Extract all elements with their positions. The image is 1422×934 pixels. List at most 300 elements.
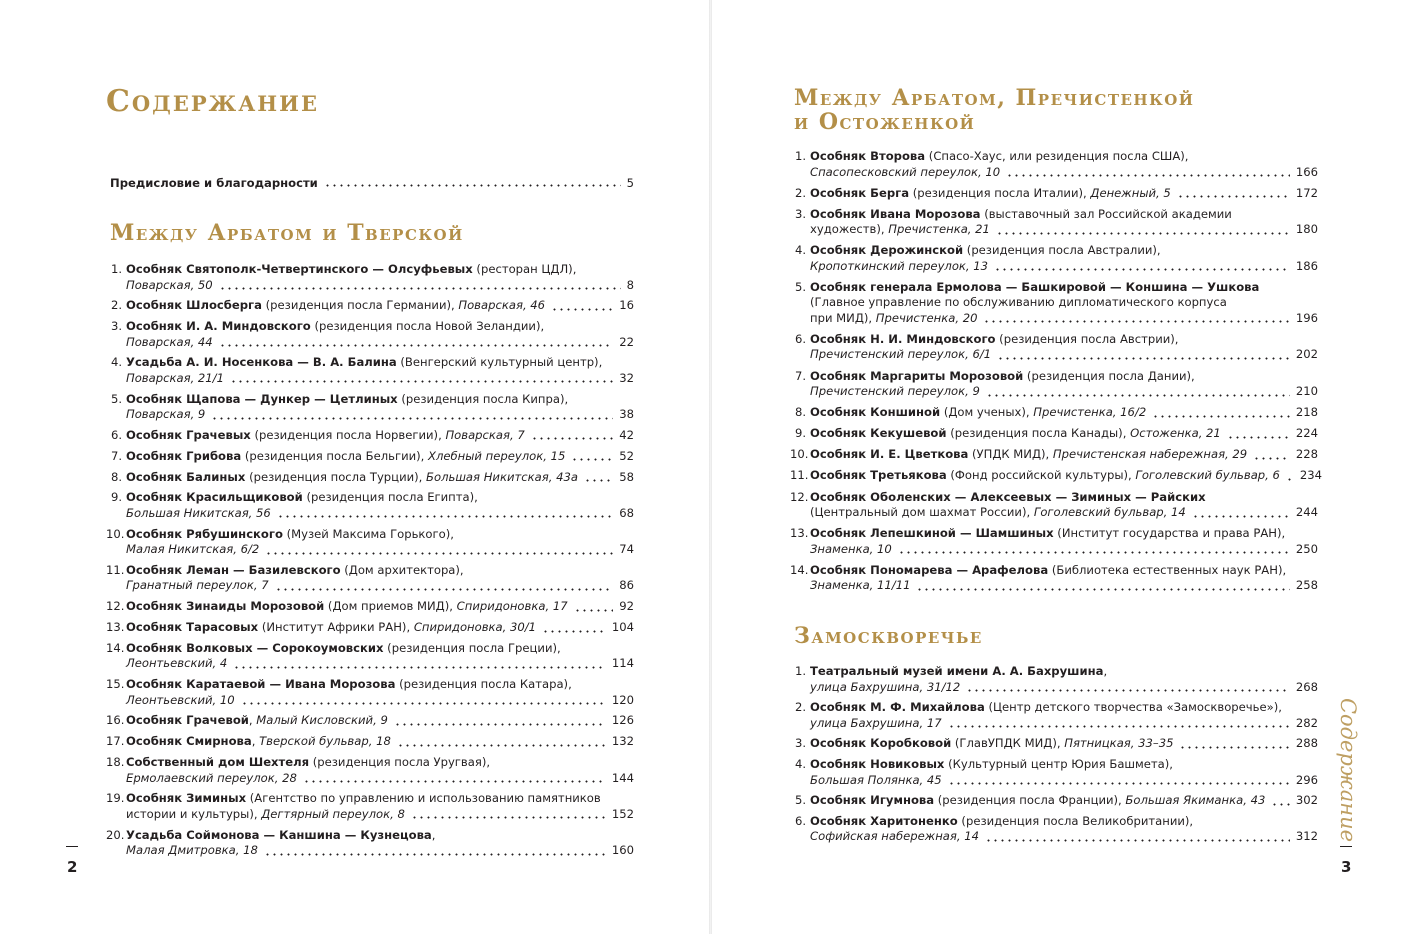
entry-line (810, 563, 1318, 579)
entry-text (810, 311, 977, 327)
entry-text (126, 428, 525, 444)
entry-number: 7. (794, 368, 806, 383)
entry-body (126, 677, 634, 708)
entry-page: 228 (1295, 447, 1318, 462)
entry-name: Особняк Новиковых (810, 757, 945, 772)
toc-entry-preface[interactable] (110, 176, 634, 190)
dot-leader (994, 268, 1290, 271)
toc-entry[interactable] (106, 599, 634, 615)
toc-entry[interactable] (790, 186, 1318, 202)
entry-page: 250 (1295, 541, 1318, 556)
section-heading-line: и Остоженкой (794, 109, 976, 135)
entry-body (810, 149, 1318, 180)
entry-name: Особняк Харитоненко (810, 813, 958, 828)
entry-address: Пречистенка, 16/2 (1033, 405, 1147, 420)
entry-name: Особняк Волковых — Сорокоумовских (126, 640, 384, 655)
toc-entry[interactable] (106, 641, 634, 672)
dot-leader (411, 816, 606, 819)
entry-address: Малая Никитская, 6/2 (126, 542, 260, 557)
entry-description: (Дом ученых), (940, 405, 1034, 420)
entry-text (126, 542, 259, 558)
entry-line (810, 186, 1318, 202)
entry-body (810, 736, 1318, 752)
dot-leader (571, 458, 613, 461)
entry-description: (резиденция посла Египта), (302, 490, 478, 505)
dot-leader (1006, 174, 1290, 177)
entry-name: Особняк Рябушинского (126, 526, 283, 541)
dot-leader (1179, 746, 1289, 749)
toc-entry[interactable] (106, 319, 634, 350)
entry-number: 15. (106, 677, 125, 692)
entry-number: 11. (106, 562, 125, 577)
dot-leader (996, 232, 1290, 235)
entry-address: Ермолаевский переулок, 28 (126, 770, 297, 785)
entry-description: (резиденция посла Италии), (909, 185, 1091, 200)
entry-name: Особняк Берга (810, 185, 910, 200)
entry-text (810, 578, 910, 594)
entry-text (810, 542, 892, 558)
dot-leader (1192, 515, 1290, 518)
page-number: 3 (1341, 858, 1352, 876)
entry-name: Особняк Лепешкиной — Шамшиных (810, 526, 1054, 541)
section-heading: Между Арбатом и Тверской (110, 220, 464, 246)
entry-description: (Венгерский культурный центр), (396, 355, 603, 370)
entry-text (810, 222, 990, 238)
entry-address: Тверской бульвар, 18 (259, 734, 391, 749)
entry-address: Малый Кисловский, 9 (256, 713, 388, 728)
entry-number: 5. (794, 279, 806, 294)
toc-entry[interactable] (790, 149, 1318, 180)
entry-description: (резиденция посла Великобритании), (957, 813, 1194, 828)
entry-number: 13. (790, 526, 809, 541)
entry-text (126, 843, 258, 859)
entry-line (126, 693, 634, 709)
entry-number: 1. (794, 149, 806, 163)
entry-address: Пречистенский переулок, 6/1 (810, 347, 992, 362)
entry-text (810, 426, 1221, 442)
entry-number: 1. (794, 664, 806, 678)
entry-address: Спиридоновка, 30/1 (413, 620, 537, 635)
toc-entry[interactable] (106, 620, 634, 636)
toc-entry[interactable] (790, 332, 1318, 363)
entry-number: 14. (106, 640, 125, 655)
entry-page: 58 (619, 469, 634, 484)
entry-line (126, 298, 634, 314)
dot-leader (966, 689, 1290, 692)
entry-page: 68 (619, 505, 634, 520)
entry-line (126, 449, 634, 465)
entry-number: 11. (790, 468, 809, 483)
entry-address: Большая Якиманка, 43 (1125, 793, 1266, 808)
entry-address: Знаменка, 11/11 (810, 578, 911, 593)
dot-leader (986, 394, 1290, 397)
toc-entry[interactable] (106, 490, 634, 521)
entry-address: Софийская набережная, 14 (810, 829, 979, 844)
entry-address: Гоголевский бульвар, 14 (1033, 505, 1186, 520)
toc-entry[interactable] (790, 757, 1318, 788)
entry-number: 7. (110, 448, 122, 463)
toc-entry[interactable] (106, 791, 634, 822)
entry-description: (Библиотека естественных наук РАН), (1048, 562, 1287, 577)
entry-number: 19. (106, 791, 125, 806)
entry-description: (Культурный центр Юрия Башмета), (944, 757, 1173, 772)
toc-entry[interactable] (790, 468, 1323, 484)
entry-number: 12. (106, 599, 125, 614)
entry-line (810, 829, 1318, 845)
entry-description: , (431, 827, 436, 842)
toc-entry[interactable] (106, 677, 634, 708)
entry-description: (Главное управление по обслуживанию дипломатического корпуса (810, 295, 1227, 310)
entry-address: Малая Дмитровка, 18 (126, 843, 258, 858)
entry-line (126, 371, 634, 387)
entry-text (810, 773, 942, 789)
dot-leader (394, 723, 606, 726)
toc-entry[interactable] (790, 814, 1318, 845)
entry-body (126, 791, 634, 822)
entry-text (810, 505, 1186, 521)
entry-body (126, 490, 634, 521)
toc-entry[interactable] (790, 405, 1318, 421)
entry-description: (ресторан ЦДЛ), (472, 262, 577, 276)
dot-leader (1177, 195, 1290, 198)
entry-body (810, 468, 1323, 484)
dot-leader (211, 417, 613, 420)
entry-description: , (251, 734, 260, 749)
entry-description: (Музей Максима Горького), (282, 526, 454, 541)
dot-leader (303, 780, 606, 783)
toc-entry[interactable] (106, 527, 634, 558)
entry-line (126, 713, 634, 729)
toc-entry[interactable] (106, 262, 634, 293)
toc-entry[interactable] (106, 563, 634, 594)
entry-address: улица Бахрушина, 17 (810, 715, 942, 730)
entry-address: Остоженка, 21 (1130, 426, 1221, 441)
dot-leader (277, 515, 613, 518)
toc-entry[interactable] (106, 298, 634, 314)
entry-line (126, 527, 634, 543)
entry-address: Гранатный переулок, 7 (126, 578, 269, 593)
entry-name: Особняк Святополк-Четвертинского — Олсуфьевых (126, 262, 473, 276)
entry-number: 9. (110, 490, 122, 505)
toc-entry[interactable] (790, 736, 1318, 752)
entry-page: 244 (1295, 505, 1318, 520)
entry-line (126, 620, 634, 636)
toc-entry[interactable] (790, 243, 1318, 274)
entry-description: (резиденция посла Норвегии), (250, 427, 446, 442)
toc-entry[interactable] (790, 563, 1318, 594)
entry-number: 3. (110, 319, 122, 334)
entry-line (810, 736, 1318, 752)
dot-leader (324, 184, 621, 187)
entry-text (126, 807, 405, 823)
entry-line (810, 773, 1318, 789)
entry-line (126, 807, 634, 823)
entry-line (126, 470, 634, 486)
entry-body (126, 298, 634, 314)
toc-entry[interactable] (790, 793, 1318, 809)
entry-line (810, 578, 1318, 594)
entry-text (810, 736, 1173, 752)
entry-text (810, 716, 942, 732)
entry-name: Особняк Каратаевой — Ивана Морозова (126, 677, 396, 692)
entry-page: 224 (1295, 426, 1318, 441)
section-heading-line: Между Арбатом, Пречистенкой (794, 85, 1195, 111)
entry-number: 10. (790, 447, 809, 462)
entry-text (126, 278, 213, 294)
entry-line (810, 311, 1318, 327)
entry-description: (ГлавУПДК МИД), (951, 736, 1065, 751)
entry-line (126, 599, 634, 615)
entry-text (126, 734, 391, 750)
entry-body (810, 664, 1318, 695)
entry-body (810, 563, 1318, 594)
dot-leader (265, 552, 613, 555)
entry-description: (резиденция посла Катара), (395, 677, 572, 692)
toc-entry[interactable] (790, 490, 1318, 521)
dot-leader (219, 344, 614, 347)
entry-text (126, 298, 545, 314)
entry-description: истории и культуры), (126, 806, 262, 821)
right-page (712, 0, 1422, 934)
entry-name: Особняк Дерожинской (810, 243, 964, 258)
toc-entry[interactable] (106, 755, 634, 786)
toc-entry[interactable] (790, 664, 1318, 695)
entry-line (810, 149, 1318, 165)
entry-line (810, 207, 1318, 223)
entry-text (126, 335, 213, 351)
entry-page: 114 (611, 656, 634, 671)
entry-name: Особняк Балиных (126, 469, 246, 484)
dot-leader (948, 725, 1290, 728)
entry-address: Пречистенка, 20 (875, 310, 978, 325)
entry-body (126, 428, 634, 444)
toc-entry[interactable] (106, 470, 634, 486)
entry-description: при МИД), (810, 310, 876, 325)
entry-text (810, 347, 991, 363)
entry-description: (резиденция посла Греции), (383, 640, 561, 655)
entry-description: (Институт государства и права РАН), (1053, 526, 1286, 541)
entry-number: 2. (794, 700, 806, 715)
toc-entry[interactable] (790, 700, 1318, 731)
entry-name: Особняк Н. И. Миндовского (810, 331, 996, 346)
entry-name: Особняк Маргариты Морозовой (810, 368, 1024, 383)
entry-line (810, 447, 1318, 463)
dot-leader (542, 630, 606, 633)
entry-text (126, 449, 565, 465)
entry-line (126, 506, 634, 522)
section-heading (794, 86, 1194, 134)
entry-body (810, 700, 1318, 731)
entry-name: Особняк Игумнова (810, 793, 935, 808)
entry-page: 38 (619, 407, 634, 422)
entry-description: (резиденция посла Бельгии), (241, 448, 429, 463)
entry-text (810, 793, 1265, 809)
entry-number: 6. (794, 813, 806, 828)
entry-line (810, 716, 1318, 732)
entry-line (810, 332, 1318, 348)
entry-text (810, 165, 1000, 181)
entry-body (810, 793, 1318, 809)
entry-body (126, 828, 634, 859)
entry-page: 268 (1295, 679, 1318, 694)
toc-entry[interactable] (790, 207, 1318, 238)
entry-body (810, 332, 1318, 363)
entry-text (126, 470, 578, 486)
entry-page: 42 (619, 427, 634, 442)
entry-number: 4. (794, 243, 806, 258)
entry-number: 13. (106, 620, 125, 635)
entry-number: 6. (794, 331, 806, 346)
dot-leader (916, 588, 1289, 591)
page-number: 2 (67, 858, 78, 876)
entry-text (126, 693, 235, 709)
entry-line (810, 280, 1318, 296)
entry-line (126, 278, 634, 294)
entry-body (126, 392, 634, 423)
dot-leader (275, 588, 614, 591)
entry-body (126, 620, 634, 636)
entry-description: (резиденция посла Уругвая), (309, 755, 491, 770)
toc-entry[interactable] (790, 280, 1318, 327)
dot-leader (1227, 436, 1290, 439)
entry-text (810, 186, 1171, 202)
entry-line (126, 791, 634, 807)
entry-line (810, 542, 1318, 558)
entry-name: Особняк Коншиной (810, 405, 941, 420)
entry-description: (Центр детского творчества «Замоскворечье»), (984, 700, 1282, 715)
entry-name: Особняк Третьякова (810, 468, 947, 483)
entry-line (810, 347, 1318, 363)
entry-line (126, 563, 634, 579)
entry-address: Спиридоновка, 17 (456, 599, 568, 614)
entry-text (126, 506, 271, 522)
toc-entry[interactable] (790, 526, 1318, 557)
entry-name: Особняк М. Ф. Михайлова (810, 700, 985, 715)
entry-text (810, 405, 1146, 421)
entry-number: 8. (110, 469, 122, 484)
entry-number: 4. (794, 757, 806, 772)
toc-entry[interactable] (106, 428, 634, 444)
entry-line (810, 405, 1318, 421)
entry-page: 5 (626, 176, 634, 190)
entry-description: (резиденция посла Новой Зеландии), (310, 319, 545, 334)
entry-body (126, 713, 634, 729)
entry-text (126, 771, 297, 787)
entry-address: Леонтьевский, 10 (126, 692, 235, 707)
entry-name: Особняк И. А. Миндовского (126, 319, 311, 334)
entry-description: (резиденция посла Австрии), (995, 331, 1179, 346)
entry-description: (резиденция посла Австралии), (963, 243, 1161, 258)
entry-page: 144 (611, 770, 634, 785)
dot-leader (397, 744, 606, 747)
entry-address: Большая Никитская, 43а (426, 469, 578, 484)
entry-body (126, 734, 634, 750)
entry-line (126, 578, 634, 594)
entry-name: Особняк Тарасовых (126, 620, 259, 635)
toc-entry[interactable] (106, 355, 634, 386)
page-title: Содержание (106, 84, 319, 119)
entry-page: 258 (1295, 578, 1318, 593)
entry-line (126, 319, 634, 335)
entry-body (810, 186, 1318, 202)
entry-body (126, 641, 634, 672)
entry-name: Особняк Грачевых (126, 427, 251, 442)
entry-page: 86 (619, 578, 634, 593)
entry-page: 312 (1295, 829, 1318, 844)
entry-name: Особняк Пономарева — Арафелова (810, 562, 1049, 577)
entry-line (810, 700, 1318, 716)
entry-line (126, 656, 634, 672)
entry-line (126, 755, 634, 771)
entry-address: Денежный, 5 (1090, 185, 1171, 200)
toc-entry[interactable] (790, 447, 1318, 463)
entry-name: Особняк генерала Ермолова — Башкировой — Коншина — Ушкова (810, 279, 1260, 294)
entry-body (126, 355, 634, 386)
entry-body (810, 405, 1318, 421)
entry-line (810, 426, 1318, 442)
dot-leader (233, 666, 606, 669)
dot-leader (1271, 803, 1290, 806)
entry-body (810, 243, 1318, 274)
entry-name: Особняк Смирнова (126, 734, 252, 749)
entry-page: 8 (626, 277, 634, 292)
toc-entry[interactable] (106, 713, 634, 729)
entry-name: Особняк Зиминых (126, 791, 247, 806)
entry-number: 10. (106, 526, 125, 541)
entry-body (126, 262, 634, 293)
entry-body (810, 814, 1318, 845)
entry-name: Особняк Второва (810, 149, 926, 163)
entry-text (126, 713, 388, 729)
entry-line (126, 771, 634, 787)
entry-line (126, 355, 634, 371)
entry-text (810, 829, 979, 845)
entry-description: (выставочный зал Российской академии (980, 206, 1232, 221)
entry-line (810, 526, 1318, 542)
dot-leader (230, 380, 613, 383)
entry-line (810, 505, 1318, 521)
dot-leader (219, 287, 621, 290)
toc-entry[interactable] (106, 392, 634, 423)
entry-text (810, 680, 960, 696)
entry-page: 160 (611, 843, 634, 858)
dot-leader (997, 357, 1290, 360)
entry-address: Леонтьевский, 4 (126, 656, 228, 671)
toc-entry[interactable] (106, 828, 634, 859)
entry-address: Пятницкая, 33–35 (1064, 736, 1174, 751)
entry-address: Пречистенская набережная, 29 (1052, 447, 1248, 462)
entry-page: 16 (619, 298, 634, 313)
entry-description: (резиденция посла Кипра), (397, 391, 569, 406)
entry-page: 166 (1295, 164, 1318, 179)
entry-body (810, 526, 1318, 557)
entry-line (810, 222, 1318, 238)
entry-text (810, 384, 980, 400)
entry-number: 5. (110, 391, 122, 406)
entry-line (810, 384, 1318, 400)
entry-line (126, 828, 634, 844)
entry-page: 152 (611, 806, 634, 821)
toc-entry[interactable] (106, 734, 634, 750)
toc-list (790, 664, 1318, 850)
toc-entry[interactable] (106, 449, 634, 465)
entry-number: 8. (794, 405, 806, 420)
toc-entry[interactable] (790, 369, 1318, 400)
entry-line (126, 335, 634, 351)
toc-entry[interactable] (790, 426, 1318, 442)
entry-description: , (1103, 664, 1108, 678)
entry-address: Хлебный переулок, 15 (428, 448, 566, 463)
